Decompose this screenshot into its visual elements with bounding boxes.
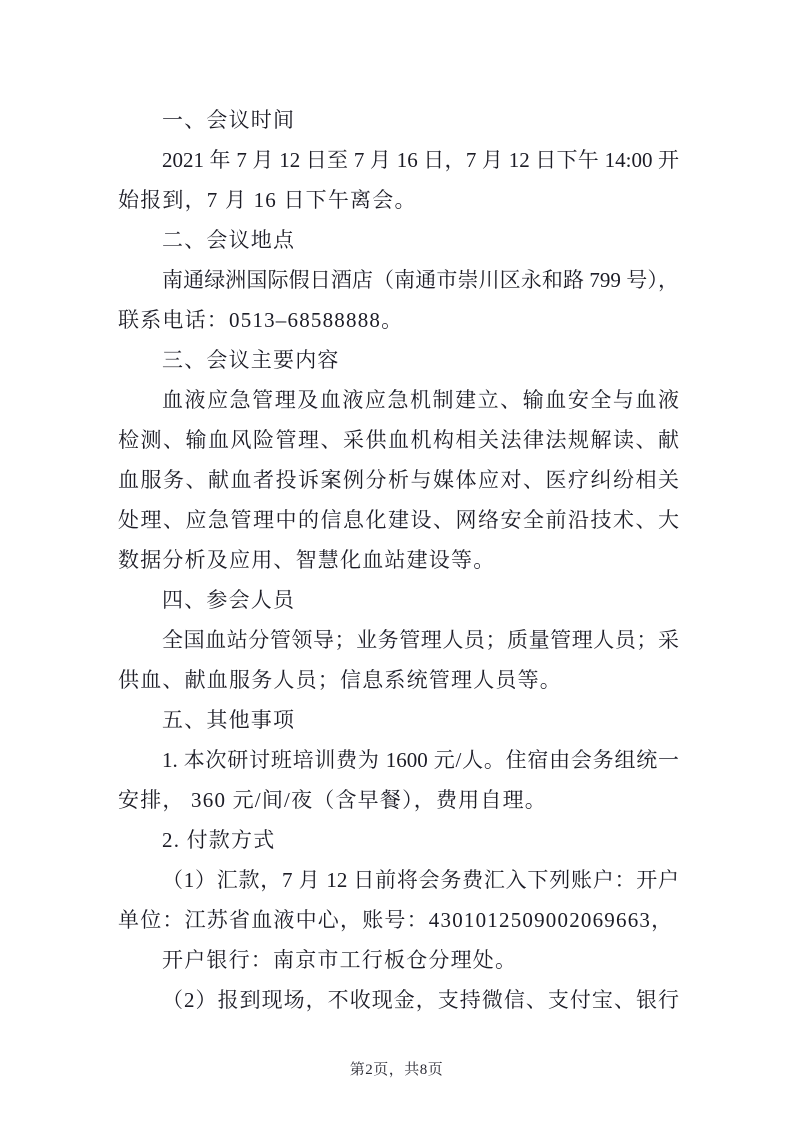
text-line: 四、参会人员: [162, 588, 296, 612]
text-line: （2）报到现场，不收现金，支持微信、支付宝、银行: [162, 988, 679, 1012]
page-number: 第2页，共8页: [349, 1062, 444, 1078]
text-line: 二、会议地点: [162, 228, 296, 252]
text-line: 1. 本次研讨班培训费为 1600 元/人。住宿由会务组统一: [162, 748, 679, 772]
text-line: 安排， 360 元/间/夜（含早餐），费用自理。: [118, 788, 547, 812]
text-line: 三、会议主要内容: [162, 348, 340, 372]
text-line: 开户银行：南京市工行板仓分理处。: [162, 948, 518, 972]
text-line: 五、其他事项: [162, 708, 296, 732]
text-line: （1）汇款，7 月 12 日前将会务费汇入下列账户：开户: [162, 868, 679, 892]
text-line: 数据分析及应用、智慧化血站建设等。: [118, 548, 496, 572]
text-line: 单位：江苏省血液中心，账号：4301012509002069663，: [118, 908, 674, 932]
text-line: 始报到，7 月 16 日下午离会。: [118, 188, 417, 212]
text-line: 血服务、献血者投诉案例分析与媒体应对、医疗纠纷相关: [118, 468, 679, 492]
text-line: 2021 年 7 月 12 日至 7 月 16 日，7 月 12 日下午 14:00 开: [162, 148, 679, 172]
text-line: 供血、献血服务人员；信息系统管理人员等。: [118, 668, 562, 692]
text-line: 联系电话：0513–68588888。: [118, 308, 404, 332]
text-line: 2. 付款方式: [162, 828, 276, 852]
text-line: 全国血站分管领导；业务管理人员；质量管理人员；采: [162, 628, 679, 652]
text-line: 一、会议时间: [162, 108, 296, 132]
text-line: 处理、应急管理中的信息化建设、网络安全前沿技术、大: [118, 508, 679, 532]
text-line: 检测、输血风险管理、采供血机构相关法律法规解读、献: [118, 428, 679, 452]
text-line: 南通绿洲国际假日酒店（南通市崇川区永和路 799 号），: [162, 268, 679, 292]
text-line: 血液应急管理及血液应急机制建立、输血安全与血液: [162, 388, 679, 412]
document-body: [118, 100, 679, 1020]
